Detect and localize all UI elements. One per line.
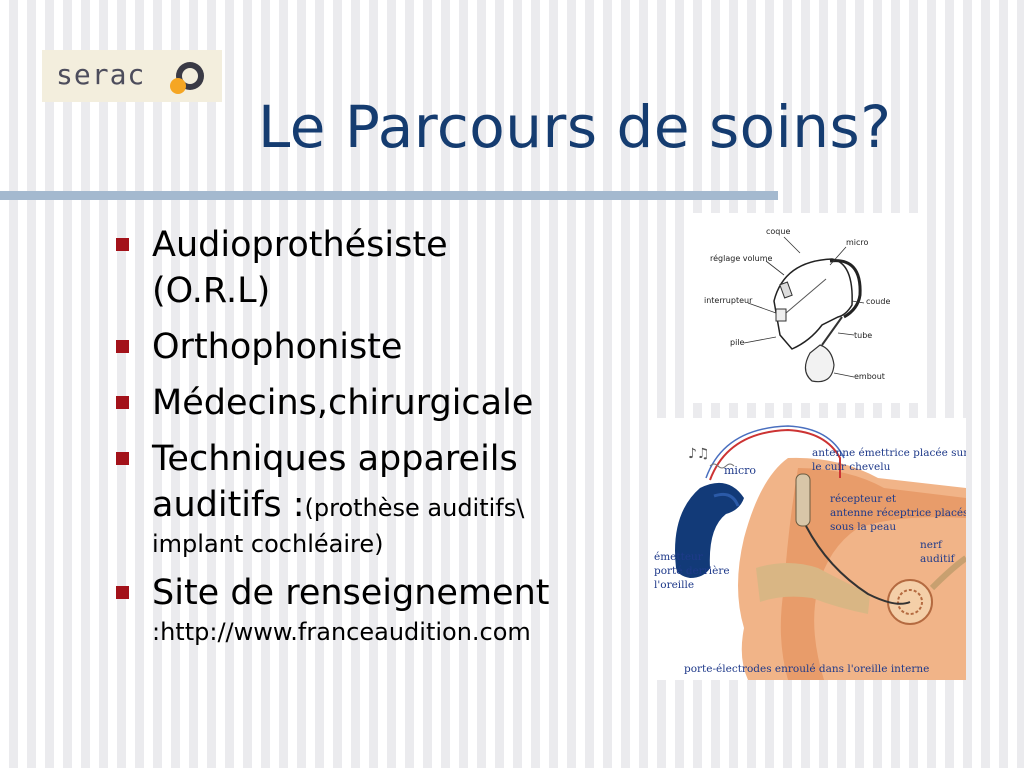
bullet-item [116,380,636,426]
label-emetteur-1: émetteur [654,551,703,563]
label-emetteur-2: porté derrière [654,565,730,577]
bullet-list [116,222,636,658]
logo-mark-icon [164,56,212,98]
bullet-square-icon [116,452,129,465]
bullet-square-icon [116,586,129,599]
bullet-text-url: :http://www.franceaudition.com [152,618,531,646]
bullet-item [116,436,636,560]
label-interrupteur: interrupteur [704,296,753,305]
bullet-text: Audioprothésiste [152,225,448,265]
label-recepteur-3: sous la peau [830,521,897,533]
hearing-aid-diagram [692,213,922,403]
label-emetteur-3: l'oreille [654,579,695,591]
label-porte-electrodes: porte-électrodes enroulé dans l'oreille interne [684,663,930,675]
page-title: Le Parcours de soins? [258,93,892,161]
bullet-text-line2-main: auditifs : [152,485,305,525]
label-coude: coude [866,297,891,306]
label-tube: tube [854,331,873,340]
bullet-item [116,222,636,314]
hearing-aid-drawing [692,213,922,403]
bullet-text: Médecins,chirurgicale [152,383,534,423]
label-reglage-volume: réglage volume [710,254,773,263]
label-coque: coque [766,227,791,236]
bullet-text: Orthophoniste [152,327,403,367]
label-antenne-2: le cuir chevelu [812,461,891,473]
bullet-text-line3: implant cochléaire) [152,530,384,558]
svg-text:♪♫: ♪♫ [688,446,710,462]
bullet-square-icon [116,396,129,409]
label-embout: embout [854,372,885,381]
label-micro: micro [846,238,869,247]
bullet-text: Techniques appareils [152,439,518,479]
label-antenne-1: antenne émettrice placée sur [812,447,966,459]
cochlear-implant-diagram [648,418,966,680]
bullet-square-icon [116,340,129,353]
bullet-text-line2: (O.R.L) [152,271,271,311]
bullet-text-line2-small: (prothèse auditifs\ [304,494,525,522]
serac-logo [42,50,222,102]
bullet-square-icon [116,238,129,251]
bullet-text: Site de renseignement [152,573,550,613]
label-pile: pile [730,338,745,347]
label-recepteur-1: récepteur et [830,493,897,505]
label-nerf-1: nerf [920,539,942,551]
bullet-text-line2 [152,482,636,528]
label-nerf-2: auditif [920,553,955,565]
title-divider [0,191,778,200]
bullet-item [116,324,636,370]
label-recepteur-2: antenne réceptrice placés [830,507,966,519]
bullet-item [116,570,636,648]
cochlear-implant-drawing [648,418,966,680]
label-micro: micro [724,464,756,477]
logo-text: serac [56,58,146,91]
